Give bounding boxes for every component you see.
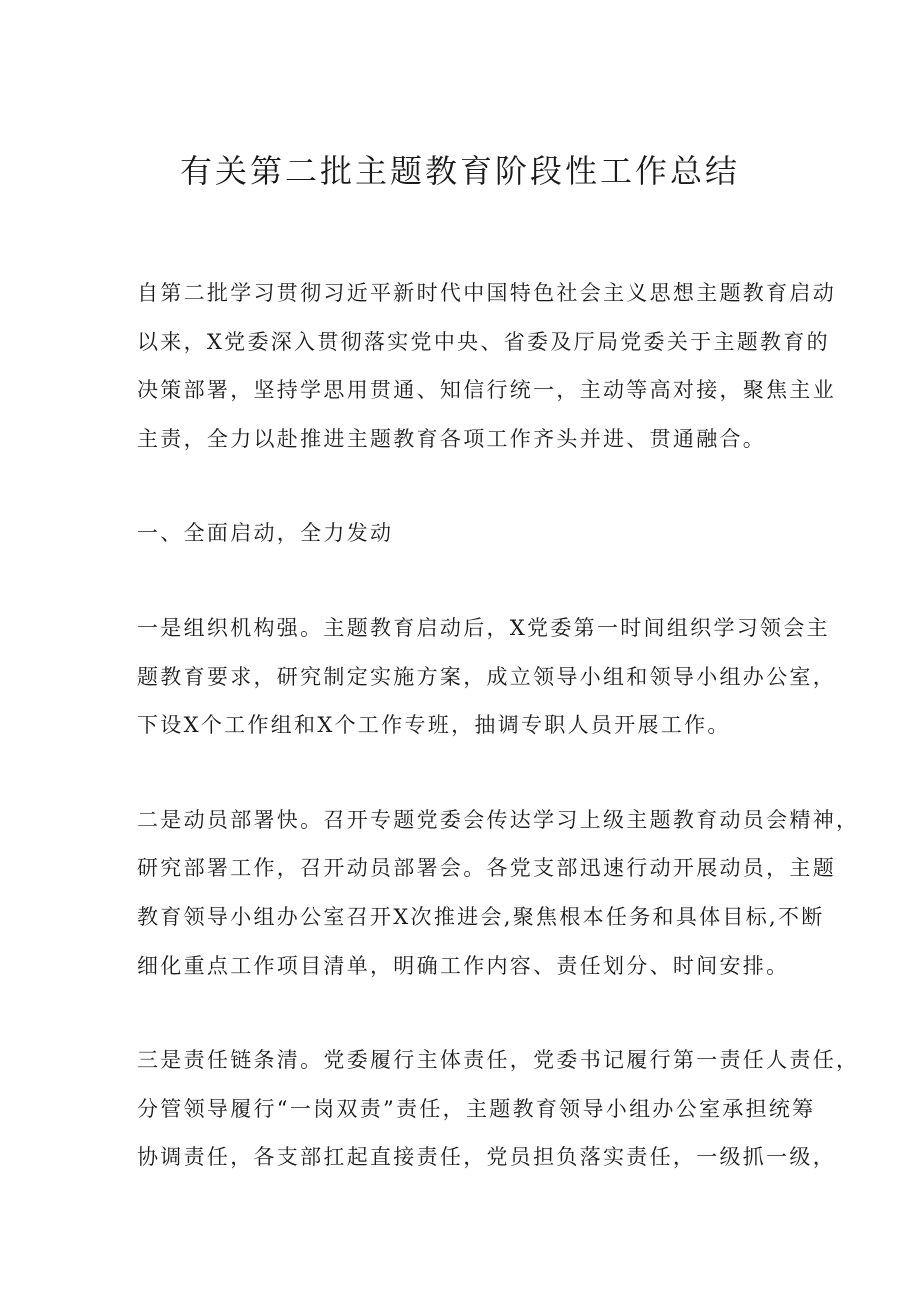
paragraph-line: 题教育要求，研究制定实施方案，成立领导小组和领导小组办公室， (137, 665, 836, 689)
paragraph-line: 协调责任，各支部扛起直接责任，党员担负落实责任，一级抓一级， (137, 1145, 836, 1169)
paragraph-line: 主责，全力以赴推进主题教育各项工作齐头并进、贯通融合。 (137, 427, 767, 451)
paragraph-line: 以来，X党委深入贯彻落实党中央、省委及厅局党委关于主题教育的 (137, 330, 830, 354)
paragraph-line: 研究部署工作，召开动员部署会。各党支部迅速行动开展动员，主题 (137, 856, 836, 880)
paragraph-line: 三是责任链条清。党委履行主体责任，党委书记履行第一责任人责任， (137, 1048, 860, 1072)
paragraph-line: 分管领导履行“一岗双责”责任，主题教育领导小组办公室承担统筹 (137, 1097, 816, 1121)
paragraph-line: 决策部署，坚持学思用贯通、知信行统一，主动等高对接，聚焦主业 (137, 378, 836, 402)
section-heading: 一、全面启动，全力发动 (137, 521, 394, 545)
paragraph-line: 细化重点工作项目清单，明确工作内容、责任划分、时间安排。 (137, 954, 790, 978)
paragraph-line: 一是组织机构强。主题教育启动后，X党委第一时间组织学习领会主 (137, 616, 830, 640)
paragraph-line: 教育领导小组办公室召开X次推进会,聚焦根本任务和具体目标,不断 (137, 905, 825, 929)
document-title: 有关第二批主题教育阶段性工作总结 (179, 152, 740, 190)
paragraph-line: 二是动员部署快。召开专题党委会传达学习上级主题教育动员会精神， (137, 808, 860, 832)
paragraph-line: 下设X个工作组和X个工作专班，抽调专职人员开展工作。 (137, 713, 731, 737)
paragraph-line: 自第二批学习贯彻习近平新时代中国特色社会主义思想主题教育启动 (137, 281, 836, 305)
